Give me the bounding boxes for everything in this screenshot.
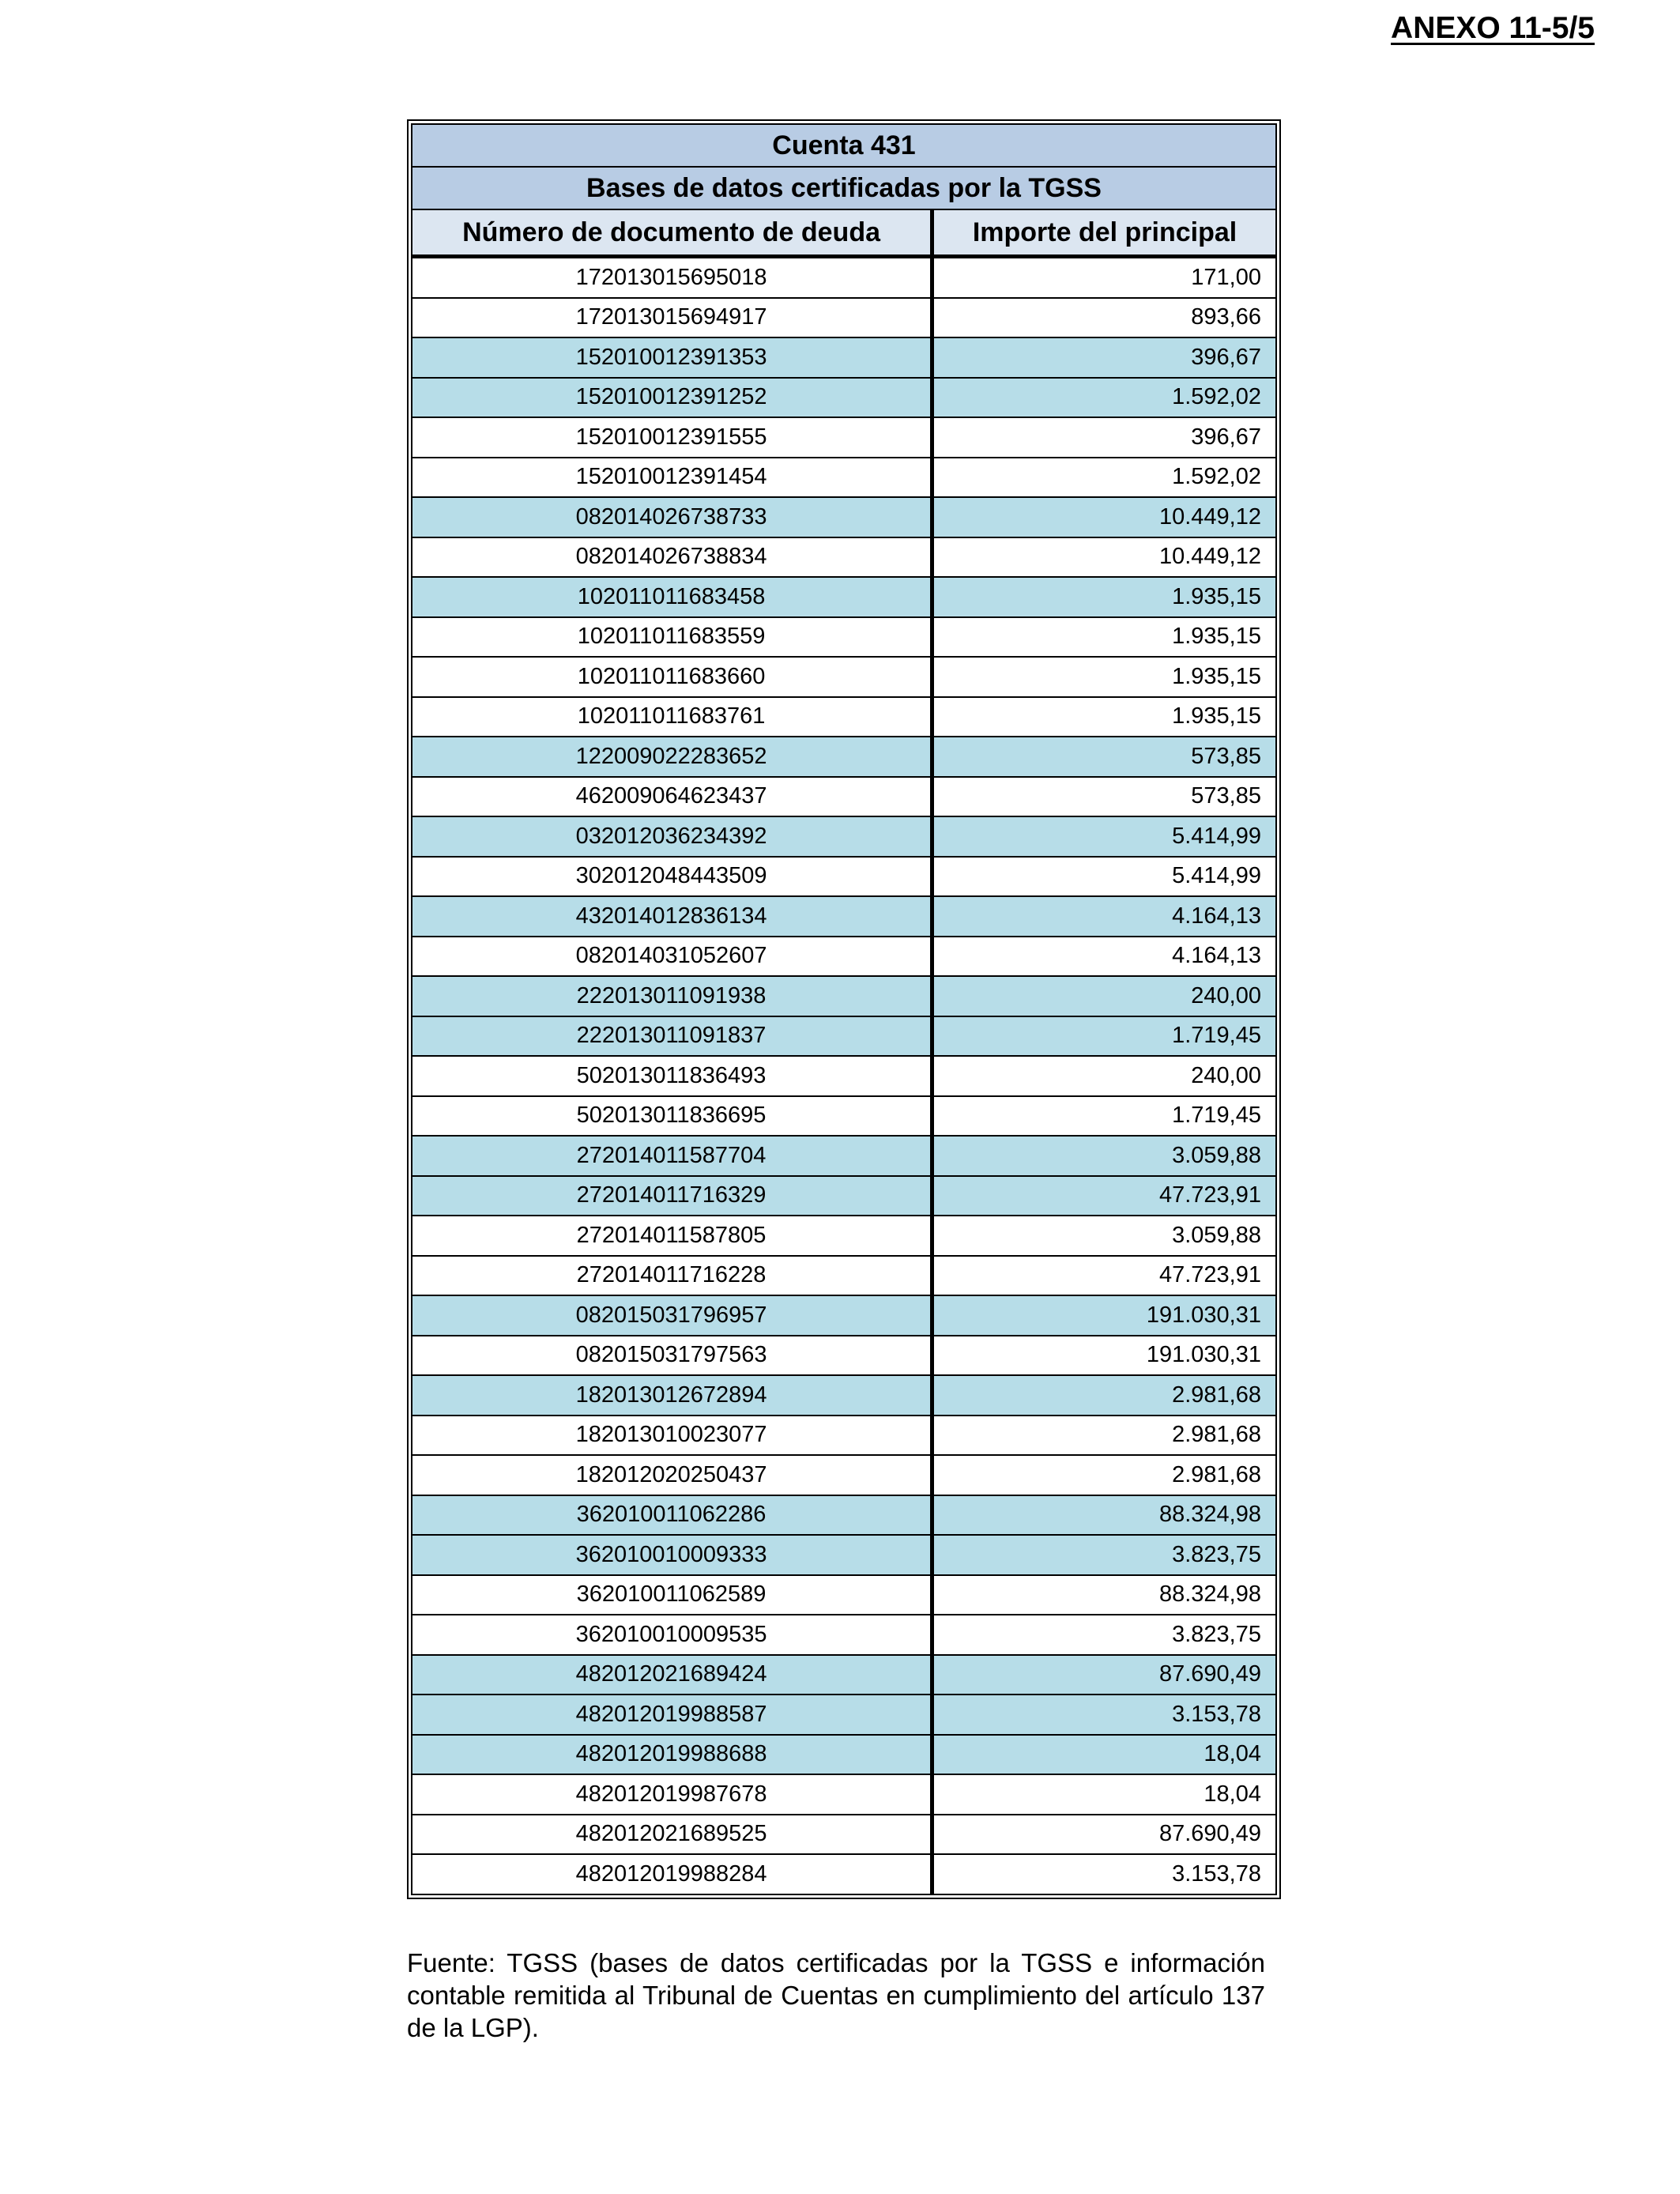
- document-number-cell: 362010011062286: [412, 1495, 932, 1536]
- principal-amount-cell: 240,00: [932, 1056, 1276, 1096]
- principal-amount-cell: 1.935,15: [932, 617, 1276, 658]
- table-row: [412, 1575, 1276, 1615]
- table-row: [412, 617, 1276, 658]
- principal-amount-cell: 3.059,88: [932, 1136, 1276, 1176]
- principal-amount-cell: 4.164,13: [932, 937, 1276, 977]
- table-row: [412, 1216, 1276, 1256]
- principal-amount-cell: 88.324,98: [932, 1495, 1276, 1536]
- document-number-cell: 122009022283652: [412, 737, 932, 777]
- principal-amount-cell: 87.690,49: [932, 1655, 1276, 1695]
- debt-table-frame: [407, 119, 1281, 1899]
- source-note: Fuente: TGSS (bases de datos certificadas por la TGSS e información contable remitida al Tribunal de Cuentas en cumplimiento del artículo 137 de la LGP).: [407, 1948, 1265, 2042]
- table-row: [412, 657, 1276, 697]
- principal-amount-cell: 88.324,98: [932, 1575, 1276, 1615]
- principal-amount-cell: 191.030,31: [932, 1295, 1276, 1336]
- annex-label: ANEXO 11-5/5: [1391, 11, 1595, 45]
- document-number-cell: 182013010023077: [412, 1416, 932, 1456]
- document-number-cell: 102011011683660: [412, 657, 932, 697]
- principal-amount-cell: 18,04: [932, 1735, 1276, 1775]
- document-number-cell: 272014011716329: [412, 1176, 932, 1216]
- principal-amount-cell: 573,85: [932, 737, 1276, 777]
- principal-amount-cell: 2.981,68: [932, 1455, 1276, 1495]
- document-number-cell: 172013015694917: [412, 298, 932, 338]
- table-row: [412, 1735, 1276, 1775]
- table-row: [412, 1655, 1276, 1695]
- document-number-cell: 082014026738834: [412, 537, 932, 578]
- document-number-cell: 102011011683761: [412, 697, 932, 737]
- document-number-cell: 272014011587805: [412, 1216, 932, 1256]
- table-row: [412, 337, 1276, 378]
- document-number-cell: 482012021689424: [412, 1655, 932, 1695]
- document-number-cell: 102011011683559: [412, 617, 932, 658]
- document-number-cell: 182012020250437: [412, 1455, 932, 1495]
- document-number-cell: 082014031052607: [412, 937, 932, 977]
- document-number-cell: 482012019988688: [412, 1735, 932, 1775]
- table-row: [412, 777, 1276, 817]
- principal-amount-cell: 1.719,45: [932, 1016, 1276, 1057]
- table-row: [412, 577, 1276, 617]
- table-row: [412, 1056, 1276, 1096]
- principal-amount-cell: 3.153,78: [932, 1854, 1276, 1894]
- table-row: [412, 417, 1276, 458]
- document-number-cell: 152010012391454: [412, 458, 932, 498]
- principal-amount-cell: 171,00: [932, 257, 1276, 298]
- table-title: Cuenta 431: [412, 124, 1276, 167]
- document-number-cell: 222013011091837: [412, 1016, 932, 1057]
- table-row: [412, 497, 1276, 537]
- principal-amount-cell: 4.164,13: [932, 896, 1276, 937]
- table-row: [412, 1016, 1276, 1057]
- document-number-cell: 302012048443509: [412, 857, 932, 897]
- table-row: [412, 1854, 1276, 1894]
- table-row: [412, 697, 1276, 737]
- table-row: [412, 1815, 1276, 1855]
- table-row: [412, 737, 1276, 777]
- table-row: [412, 1615, 1276, 1655]
- principal-amount-cell: 10.449,12: [932, 497, 1276, 537]
- table-row: [412, 1256, 1276, 1296]
- document-number-cell: 152010012391555: [412, 417, 932, 458]
- principal-amount-cell: 3.823,75: [932, 1535, 1276, 1575]
- table-row: [412, 1295, 1276, 1336]
- principal-amount-cell: 240,00: [932, 976, 1276, 1016]
- document-number-cell: 482012019987678: [412, 1774, 932, 1815]
- table-row: [412, 298, 1276, 338]
- table-row: [412, 1455, 1276, 1495]
- table-row: [412, 1375, 1276, 1416]
- document-number-cell: 362010010009535: [412, 1615, 932, 1655]
- table-row: [412, 1336, 1276, 1376]
- table-row: [412, 1096, 1276, 1137]
- document-number-cell: 082015031796957: [412, 1295, 932, 1336]
- document-number-cell: 482012019988284: [412, 1854, 932, 1894]
- table-row: [412, 1535, 1276, 1575]
- table-row: [412, 257, 1276, 298]
- principal-amount-cell: 396,67: [932, 337, 1276, 378]
- column-header-amount: Importe del principal: [932, 209, 1276, 257]
- document-number-cell: 272014011587704: [412, 1136, 932, 1176]
- principal-amount-cell: 1.935,15: [932, 577, 1276, 617]
- principal-amount-cell: 1.719,45: [932, 1096, 1276, 1137]
- table-subtitle: Bases de datos certificadas por la TGSS: [412, 167, 1276, 209]
- principal-amount-cell: 3.059,88: [932, 1216, 1276, 1256]
- table-body: [412, 257, 1276, 1894]
- document-number-cell: 082014026738733: [412, 497, 932, 537]
- principal-amount-cell: 1.935,15: [932, 657, 1276, 697]
- principal-amount-cell: 47.723,91: [932, 1256, 1276, 1296]
- principal-amount-cell: 1.592,02: [932, 458, 1276, 498]
- principal-amount-cell: 18,04: [932, 1774, 1276, 1815]
- document-number-cell: 272014011716228: [412, 1256, 932, 1296]
- table-row: [412, 857, 1276, 897]
- table-row: [412, 1495, 1276, 1536]
- document-number-cell: 102011011683458: [412, 577, 932, 617]
- document-number-cell: 502013011836695: [412, 1096, 932, 1137]
- table-row: [412, 1176, 1276, 1216]
- principal-amount-cell: 1.935,15: [932, 697, 1276, 737]
- table-row: [412, 816, 1276, 857]
- table-row: [412, 976, 1276, 1016]
- table-row: [412, 537, 1276, 578]
- table-row: [412, 458, 1276, 498]
- document-number-cell: 032012036234392: [412, 816, 932, 857]
- principal-amount-cell: 396,67: [932, 417, 1276, 458]
- document-number-cell: 152010012391252: [412, 378, 932, 418]
- document-number-cell: 432014012836134: [412, 896, 932, 937]
- principal-amount-cell: 893,66: [932, 298, 1276, 338]
- table-row: [412, 1774, 1276, 1815]
- principal-amount-cell: 10.449,12: [932, 537, 1276, 578]
- table-row: [412, 896, 1276, 937]
- principal-amount-cell: 191.030,31: [932, 1336, 1276, 1376]
- principal-amount-cell: 3.153,78: [932, 1695, 1276, 1735]
- document-number-cell: 362010011062589: [412, 1575, 932, 1615]
- principal-amount-cell: 1.592,02: [932, 378, 1276, 418]
- debt-table: [411, 123, 1277, 1895]
- principal-amount-cell: 87.690,49: [932, 1815, 1276, 1855]
- document-number-cell: 082015031797563: [412, 1336, 932, 1376]
- principal-amount-cell: 5.414,99: [932, 857, 1276, 897]
- document-number-cell: 482012019988587: [412, 1695, 932, 1735]
- document-number-cell: 462009064623437: [412, 777, 932, 817]
- table-row: [412, 378, 1276, 418]
- document-number-cell: 222013011091938: [412, 976, 932, 1016]
- document-number-cell: 172013015695018: [412, 257, 932, 298]
- document-number-cell: 362010010009333: [412, 1535, 932, 1575]
- document-number-cell: 152010012391353: [412, 337, 932, 378]
- column-header-document: Número de documento de deuda: [412, 209, 932, 257]
- table-row: [412, 937, 1276, 977]
- document-number-cell: 482012021689525: [412, 1815, 932, 1855]
- document-number-cell: 182013012672894: [412, 1375, 932, 1416]
- table-row: [412, 1136, 1276, 1176]
- document-number-cell: 502013011836493: [412, 1056, 932, 1096]
- table-row: [412, 1695, 1276, 1735]
- principal-amount-cell: 2.981,68: [932, 1416, 1276, 1456]
- principal-amount-cell: 2.981,68: [932, 1375, 1276, 1416]
- principal-amount-cell: 47.723,91: [932, 1176, 1276, 1216]
- table-row: [412, 1416, 1276, 1456]
- principal-amount-cell: 573,85: [932, 777, 1276, 817]
- principal-amount-cell: 3.823,75: [932, 1615, 1276, 1655]
- principal-amount-cell: 5.414,99: [932, 816, 1276, 857]
